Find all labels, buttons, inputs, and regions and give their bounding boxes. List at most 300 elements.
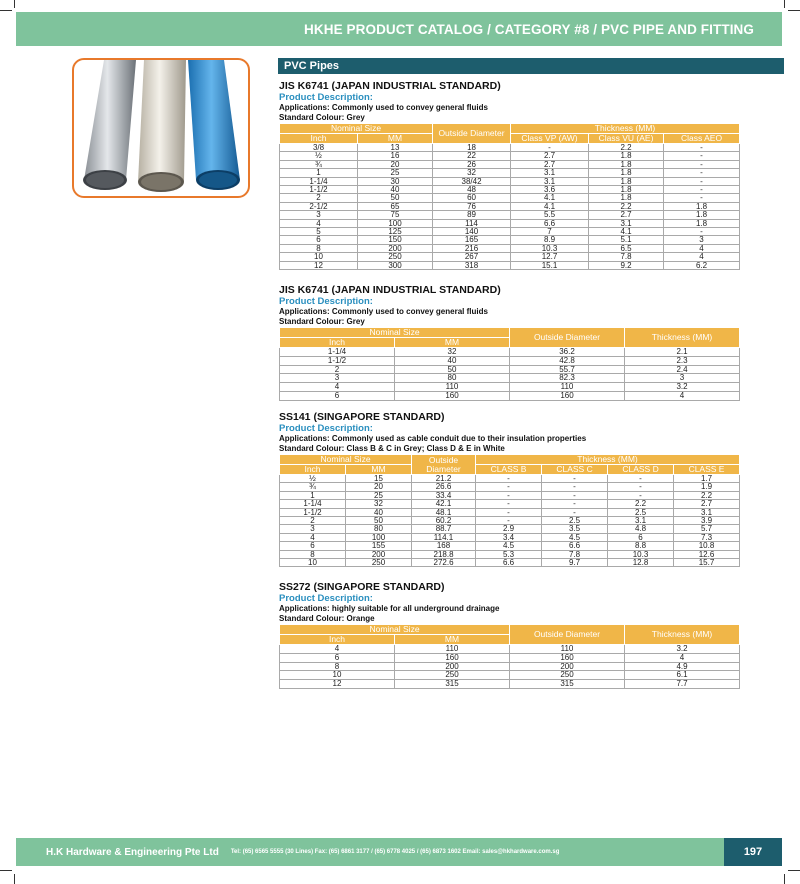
- table-cell: 110: [395, 645, 510, 654]
- table-cell: 218.8: [412, 550, 476, 558]
- table-cell: 36.2: [510, 348, 625, 357]
- class-header: Class VU (AE): [589, 134, 664, 144]
- table-row: [280, 671, 740, 680]
- table-cell: 160: [510, 391, 625, 400]
- table-row: [280, 500, 740, 508]
- table-cell: 42.8: [510, 356, 625, 365]
- section-title-bar: [278, 58, 784, 74]
- table-cell: 26.6: [412, 483, 476, 491]
- class-header: CLASS D: [608, 465, 674, 475]
- spec-table: [279, 624, 740, 689]
- footer-company: H.K Hardware & Engineering Pte Ltd: [46, 846, 219, 858]
- spec-block-jis-k6741-b: [279, 284, 739, 401]
- table-cell: 50: [395, 365, 510, 374]
- table-cell: 50: [346, 517, 412, 525]
- table-cell: 1.8: [589, 186, 664, 194]
- mm-header: MM: [358, 134, 433, 144]
- table-cell: 5.7: [674, 525, 740, 533]
- table-cell: 2.2: [589, 144, 664, 152]
- table-cell: 6.1: [625, 671, 740, 680]
- table-row: [280, 211, 740, 219]
- table-cell: -: [542, 491, 608, 499]
- table-cell: -: [664, 228, 740, 236]
- table-cell: -: [511, 144, 589, 152]
- table-cell: 40: [358, 186, 433, 194]
- table-cell: 4: [280, 533, 346, 541]
- table-cell: 4: [664, 244, 740, 252]
- table-cell: 160: [395, 391, 510, 400]
- table-cell: 2.7: [511, 160, 589, 168]
- table-cell: 1-1/2: [280, 508, 346, 516]
- table-cell: 7.7: [625, 680, 740, 689]
- table-cell: 5.3: [476, 550, 542, 558]
- table-row: [280, 160, 740, 168]
- table-cell: 2.3: [625, 356, 740, 365]
- applications-text: Applications: highly suitable for all underground drainage: [279, 604, 500, 613]
- table-cell: 110: [395, 383, 510, 392]
- table-cell: 30: [358, 177, 433, 185]
- table-cell: 89: [433, 211, 511, 219]
- header-bar: [16, 12, 782, 46]
- table-cell: 12.6: [674, 550, 740, 558]
- table-cell: -: [542, 508, 608, 516]
- outside-diameter-header: Outside Diameter: [433, 124, 511, 144]
- table-row: [280, 348, 740, 357]
- spec-table: [279, 454, 740, 567]
- table-cell: 3.2: [625, 383, 740, 392]
- table-body: [280, 475, 740, 567]
- class-header: CLASS C: [542, 465, 608, 475]
- table-cell: 10: [280, 671, 395, 680]
- table-cell: 168: [412, 542, 476, 550]
- table-cell: 2.2: [589, 202, 664, 210]
- table-cell: -: [476, 517, 542, 525]
- table-row: [280, 374, 740, 383]
- table-cell: 160: [510, 653, 625, 662]
- table-body: [280, 645, 740, 689]
- table-cell: 2: [280, 194, 358, 202]
- table-cell: ¾: [280, 483, 346, 491]
- table-cell: 200: [358, 244, 433, 252]
- table-cell: 4: [625, 653, 740, 662]
- table-cell: -: [664, 160, 740, 168]
- table-cell: 10: [280, 559, 346, 567]
- table-cell: 4.1: [511, 202, 589, 210]
- spec-block-ss272: [279, 581, 739, 689]
- table-row: [280, 662, 740, 671]
- table-cell: 20: [346, 483, 412, 491]
- table-cell: 1-1/4: [280, 177, 358, 185]
- table-cell: 60.2: [412, 517, 476, 525]
- table-cell: 4: [280, 645, 395, 654]
- inch-header: Inch: [280, 465, 346, 475]
- table-cell: 6: [280, 236, 358, 244]
- table-cell: 2.4: [625, 365, 740, 374]
- table-cell: -: [476, 508, 542, 516]
- table-cell: -: [608, 491, 674, 499]
- table-cell: -: [542, 483, 608, 491]
- spec-table: [279, 123, 740, 270]
- table-cell: 5.1: [589, 236, 664, 244]
- class-header: Class AEO: [664, 134, 740, 144]
- table-cell: 2.2: [674, 491, 740, 499]
- table-cell: 7.8: [542, 550, 608, 558]
- table-cell: -: [608, 475, 674, 483]
- table-cell: 1: [280, 169, 358, 177]
- table-cell: 3.1: [511, 177, 589, 185]
- table-cell: 216: [433, 244, 511, 252]
- table-cell: 2.9: [476, 525, 542, 533]
- table-cell: 4: [280, 383, 395, 392]
- table-cell: 8.9: [511, 236, 589, 244]
- table-cell: 33.4: [412, 491, 476, 499]
- table-cell: 100: [358, 219, 433, 227]
- inch-header: Inch: [280, 635, 395, 645]
- table-cell: -: [542, 500, 608, 508]
- table-cell: 6.6: [511, 219, 589, 227]
- table-cell: 10: [280, 253, 358, 261]
- table-cell: 315: [395, 680, 510, 689]
- table-cell: -: [608, 483, 674, 491]
- table-cell: 200: [346, 550, 412, 558]
- table-cell: 2.5: [608, 508, 674, 516]
- table-cell: 1.8: [589, 177, 664, 185]
- class-header: CLASS E: [674, 465, 740, 475]
- table-cell: 160: [395, 653, 510, 662]
- inch-header: Inch: [280, 338, 395, 348]
- table-row: [280, 144, 740, 152]
- table-cell: 2: [280, 365, 395, 374]
- table-cell: 88.7: [412, 525, 476, 533]
- outside-diameter-header: Outside Diameter: [510, 625, 625, 645]
- table-cell: 1.7: [674, 475, 740, 483]
- table-row: [280, 194, 740, 202]
- table-cell: 26: [433, 160, 511, 168]
- table-cell: 250: [395, 671, 510, 680]
- table-cell: 6.6: [542, 542, 608, 550]
- table-cell: 32: [346, 500, 412, 508]
- table-cell: 3.9: [674, 517, 740, 525]
- table-cell: 20: [358, 160, 433, 168]
- table-cell: 2.2: [608, 500, 674, 508]
- page-number: 197: [724, 838, 782, 866]
- table-row: [280, 253, 740, 261]
- table-cell: -: [664, 194, 740, 202]
- table-cell: 55.7: [510, 365, 625, 374]
- table-cell: 40: [346, 508, 412, 516]
- nominal-size-header: Nominal Size: [280, 124, 433, 134]
- table-cell: 48: [433, 186, 511, 194]
- table-cell: 13: [358, 144, 433, 152]
- thickness-header: Thickness (MM): [625, 328, 740, 348]
- mm-header: MM: [395, 635, 510, 645]
- pvc-pipes-photo: [72, 58, 250, 198]
- nominal-size-header: Nominal Size: [280, 328, 510, 338]
- table-cell: -: [664, 144, 740, 152]
- table-cell: 10.3: [608, 550, 674, 558]
- footer-bar: [16, 838, 782, 866]
- table-cell: 32: [433, 169, 511, 177]
- table-cell: 4: [664, 253, 740, 261]
- table-row: [280, 383, 740, 392]
- thickness-header: Thickness (MM): [511, 124, 740, 134]
- table-cell: 2.1: [625, 348, 740, 357]
- table-cell: 165: [433, 236, 511, 244]
- table-cell: 6: [280, 542, 346, 550]
- table-cell: -: [476, 483, 542, 491]
- table-cell: 200: [395, 662, 510, 671]
- table-cell: 250: [358, 253, 433, 261]
- table-cell: 60: [433, 194, 511, 202]
- table-cell: 1.8: [664, 219, 740, 227]
- table-cell: 140: [433, 228, 511, 236]
- footer-contact: Tel: (65) 6565 5555 (30 Lines) Fax: (65) 6861 3177 / (65) 6778 4025 / (65) 6873 1602 Email: sales@hkhardware.com.sg: [230, 849, 560, 855]
- table-row: [280, 542, 740, 550]
- spec-table: [279, 327, 740, 401]
- table-cell: 82.3: [510, 374, 625, 383]
- thickness-header: Thickness (MM): [625, 625, 740, 645]
- table-cell: 3: [280, 211, 358, 219]
- table-cell: 12: [280, 680, 395, 689]
- table-cell: 3.1: [674, 508, 740, 516]
- standard-colour-text: Standard Colour: Grey: [279, 112, 365, 122]
- table-row: [280, 152, 740, 160]
- class-header: Class VP (AW): [511, 134, 589, 144]
- table-row: [280, 244, 740, 252]
- table-cell: 22: [433, 152, 511, 160]
- table-cell: 21.2: [412, 475, 476, 483]
- table-cell: 267: [433, 253, 511, 261]
- table-cell: 1.8: [664, 211, 740, 219]
- table-row: [280, 169, 740, 177]
- table-row: [280, 680, 740, 689]
- table-cell: 1.9: [674, 483, 740, 491]
- table-cell: 40: [395, 356, 510, 365]
- standard-colour-text: Standard Colour: Class B & C in Grey; Class D & E in White: [279, 443, 505, 453]
- table-row: [280, 177, 740, 185]
- table-cell: 12: [280, 261, 358, 269]
- table-cell: 25: [358, 169, 433, 177]
- table-row: [280, 236, 740, 244]
- table-cell: 3: [280, 525, 346, 533]
- inch-header: Inch: [280, 134, 358, 144]
- table-cell: 2: [280, 517, 346, 525]
- table-cell: 3.1: [589, 219, 664, 227]
- table-cell: 150: [358, 236, 433, 244]
- table-cell: 114: [433, 219, 511, 227]
- table-cell: 76: [433, 202, 511, 210]
- table-cell: 32: [395, 348, 510, 357]
- table-cell: -: [476, 491, 542, 499]
- table-cell: 25: [346, 491, 412, 499]
- table-cell: 272.6: [412, 559, 476, 567]
- mm-header: MM: [346, 465, 412, 475]
- outside-diameter-header: Outside Diameter: [412, 455, 476, 475]
- table-cell: 4.9: [625, 662, 740, 671]
- table-row: [280, 559, 740, 567]
- table-cell: 1.8: [589, 152, 664, 160]
- table-cell: -: [664, 186, 740, 194]
- applications-text: Applications: Commonly used as cable conduit due to their insulation properties: [279, 434, 587, 443]
- table-cell: 155: [346, 542, 412, 550]
- table-cell: 80: [346, 525, 412, 533]
- product-description-label: Product Description:: [279, 593, 373, 604]
- table-cell: 15.7: [674, 559, 740, 567]
- table-cell: 8: [280, 662, 395, 671]
- table-cell: 3: [280, 374, 395, 383]
- table-cell: 6: [280, 653, 395, 662]
- table-cell: 6.5: [589, 244, 664, 252]
- table-cell: 12.8: [608, 559, 674, 567]
- standard-colour-text: Standard Colour: Grey: [279, 316, 365, 326]
- table-cell: -: [542, 475, 608, 483]
- table-cell: -: [664, 169, 740, 177]
- table-cell: -: [476, 500, 542, 508]
- table-row: [280, 365, 740, 374]
- table-cell: 110: [510, 645, 625, 654]
- table-row: [280, 391, 740, 400]
- spec-block-ss141: [279, 411, 739, 567]
- table-cell: 4.1: [511, 194, 589, 202]
- table-body: [280, 144, 740, 270]
- table-cell: ½: [280, 152, 358, 160]
- table-cell: 4.8: [608, 525, 674, 533]
- table-row: [280, 219, 740, 227]
- table-cell: 15: [346, 475, 412, 483]
- nominal-size-header: Nominal Size: [280, 625, 510, 635]
- table-cell: 6: [280, 391, 395, 400]
- table-cell: 8: [280, 244, 358, 252]
- table-cell: 7: [511, 228, 589, 236]
- product-description-label: Product Description:: [279, 92, 373, 103]
- table-cell: 50: [358, 194, 433, 202]
- table-cell: -: [664, 152, 740, 160]
- table-row: [280, 653, 740, 662]
- table-cell: 110: [510, 383, 625, 392]
- table-cell: 200: [510, 662, 625, 671]
- table-cell: 3.1: [511, 169, 589, 177]
- table-cell: 4: [280, 219, 358, 227]
- section-title: PVC Pipes: [284, 60, 340, 72]
- table-cell: 18: [433, 144, 511, 152]
- block-title: JIS K6741 (JAPAN INDUSTRIAL STANDARD): [279, 284, 501, 296]
- table-cell: 3.6: [511, 186, 589, 194]
- table-cell: 4.5: [476, 542, 542, 550]
- table-cell: 6: [608, 533, 674, 541]
- table-cell: 4.5: [542, 533, 608, 541]
- table-cell: 2.7: [589, 211, 664, 219]
- table-cell: 1.8: [589, 194, 664, 202]
- table-cell: 7.8: [589, 253, 664, 261]
- table-cell: 3.2: [625, 645, 740, 654]
- table-cell: 9.2: [589, 261, 664, 269]
- product-description-label: Product Description:: [279, 296, 373, 307]
- table-cell: 6.2: [664, 261, 740, 269]
- table-cell: 300: [358, 261, 433, 269]
- table-cell: 1.8: [664, 202, 740, 210]
- table-cell: ¾: [280, 160, 358, 168]
- table-cell: 4.1: [589, 228, 664, 236]
- table-cell: 315: [510, 680, 625, 689]
- table-body: [280, 348, 740, 401]
- table-cell: ½: [280, 475, 346, 483]
- class-header: CLASS B: [476, 465, 542, 475]
- table-cell: 114.1: [412, 533, 476, 541]
- table-cell: 38/42: [433, 177, 511, 185]
- table-cell: 1-1/2: [280, 186, 358, 194]
- table-cell: 10.3: [511, 244, 589, 252]
- table-row: [280, 645, 740, 654]
- table-cell: -: [476, 475, 542, 483]
- table-cell: 3/8: [280, 144, 358, 152]
- thickness-header: Thickness (MM): [476, 455, 740, 465]
- nominal-size-header: Nominal Size: [280, 455, 412, 465]
- table-cell: 2.5: [542, 517, 608, 525]
- table-cell: 125: [358, 228, 433, 236]
- applications-text: Applications: Commonly used to convey general fluids: [279, 103, 488, 112]
- table-row: [280, 261, 740, 269]
- table-row: [280, 202, 740, 210]
- block-title: SS272 (SINGAPORE STANDARD): [279, 581, 445, 593]
- table-cell: 3: [664, 236, 740, 244]
- block-title: SS141 (SINGAPORE STANDARD): [279, 411, 445, 423]
- table-cell: 80: [395, 374, 510, 383]
- table-cell: 16: [358, 152, 433, 160]
- table-row: [280, 356, 740, 365]
- block-title: JIS K6741 (JAPAN INDUSTRIAL STANDARD): [279, 80, 501, 92]
- table-cell: 4: [625, 391, 740, 400]
- standard-colour-text: Standard Colour: Orange: [279, 613, 375, 623]
- table-cell: 2-1/2: [280, 202, 358, 210]
- table-cell: 15.1: [511, 261, 589, 269]
- product-description-label: Product Description:: [279, 423, 373, 434]
- table-cell: 10.8: [674, 542, 740, 550]
- table-cell: 8.8: [608, 542, 674, 550]
- table-cell: 6.6: [476, 559, 542, 567]
- table-cell: 3.4: [476, 533, 542, 541]
- table-cell: 1.8: [589, 169, 664, 177]
- table-cell: 5: [280, 228, 358, 236]
- table-cell: 1-1/2: [280, 356, 395, 365]
- table-cell: 42.1: [412, 500, 476, 508]
- table-cell: 8: [280, 550, 346, 558]
- table-cell: 9.7: [542, 559, 608, 567]
- table-cell: 2.7: [674, 500, 740, 508]
- table-cell: 12.7: [511, 253, 589, 261]
- page-title: HKHE PRODUCT CATALOG / CATEGORY #8 / PVC PIPE AND FITTING: [304, 21, 754, 37]
- table-cell: 1.8: [589, 160, 664, 168]
- table-cell: 7.3: [674, 533, 740, 541]
- table-cell: -: [664, 177, 740, 185]
- table-cell: 75: [358, 211, 433, 219]
- table-cell: 1-1/4: [280, 500, 346, 508]
- mm-header: MM: [395, 338, 510, 348]
- table-cell: 1: [280, 491, 346, 499]
- table-cell: 250: [510, 671, 625, 680]
- table-cell: 3.1: [608, 517, 674, 525]
- spec-block-jis-k6741-a: [279, 80, 739, 270]
- table-cell: 318: [433, 261, 511, 269]
- table-row: [280, 228, 740, 236]
- outside-diameter-header: Outside Diameter: [510, 328, 625, 348]
- table-row: [280, 186, 740, 194]
- table-cell: 2.7: [511, 152, 589, 160]
- table-cell: 48.1: [412, 508, 476, 516]
- table-cell: 3: [625, 374, 740, 383]
- table-cell: 3.5: [542, 525, 608, 533]
- applications-text: Applications: Commonly used to convey general fluids: [279, 307, 488, 316]
- table-cell: 65: [358, 202, 433, 210]
